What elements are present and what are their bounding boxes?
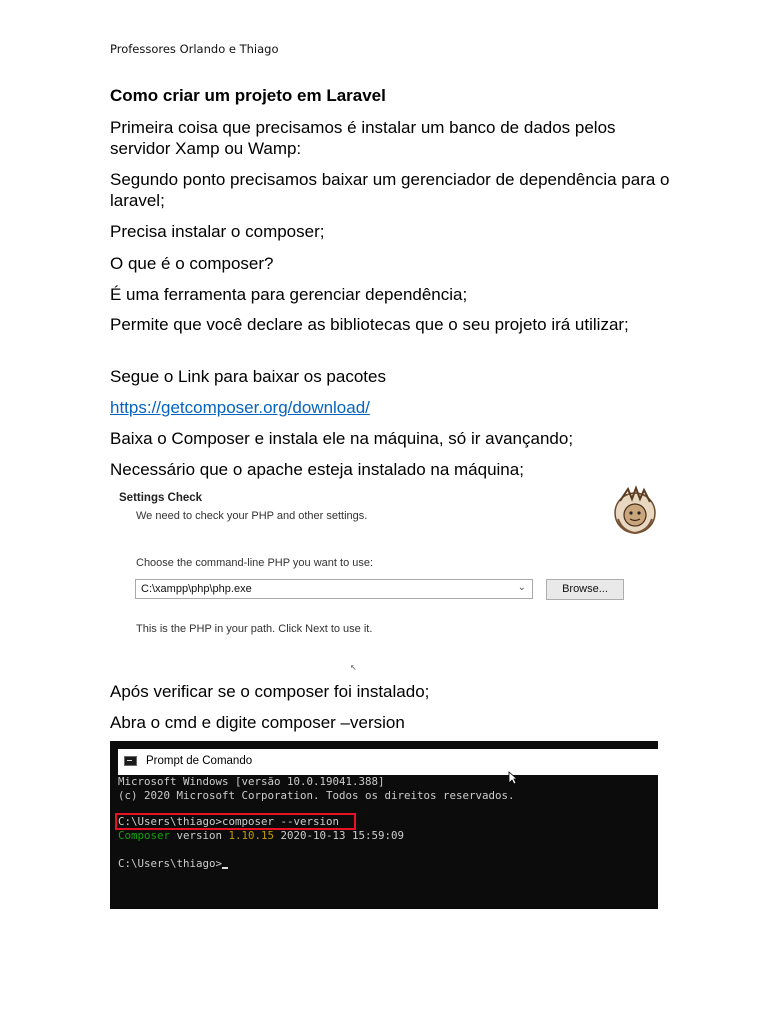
paragraph-9: Necessário que o apache esteja instalado na máquina; xyxy=(110,460,524,479)
settings-check-title: Settings Check xyxy=(119,492,203,504)
php-path-value: C:\xampp\php\php.exe xyxy=(141,583,252,595)
mouse-cursor-icon: ↖ xyxy=(350,663,357,672)
text-cursor-icon xyxy=(222,867,228,869)
chevron-down-icon: ⌄ xyxy=(517,582,526,593)
terminal-icon xyxy=(124,756,137,766)
cmd-output xyxy=(118,775,658,909)
paragraph-6: Permite que você declare as bibliotecas que o seu projeto irá utilizar; xyxy=(110,315,629,334)
command-prompt-screenshot xyxy=(110,741,658,909)
cmd-window-title: Prompt de Comando xyxy=(146,755,253,767)
paragraph-2: Segundo ponto precisamos baixar um gerenciador de dependência para o laravel; xyxy=(110,170,670,210)
document-title: Como criar um projeto em Laravel xyxy=(110,86,386,105)
paragraph-1: Primeira coisa que precisamos é instalar um banco de dados pelos servidor Xamp ou Wamp: xyxy=(110,118,616,158)
paragraph-11: Abra o cmd e digite composer –version xyxy=(110,713,405,732)
composer-logo-icon xyxy=(610,485,660,537)
cmd-line-command: C:\Users\thiago>composer --version xyxy=(118,815,340,828)
browse-button[interactable]: Browse... xyxy=(546,579,624,600)
cmd-line-prompt[interactable] xyxy=(118,857,228,871)
paragraph-7: Segue o Link para baixar os pacotes xyxy=(110,367,386,386)
php-path-select[interactable] xyxy=(135,579,533,599)
page-header: Professores Orlando e Thiago xyxy=(110,42,279,56)
php-choose-label: Choose the command-line PHP you want to use: xyxy=(136,557,374,569)
paragraph-10: Após verificar se o composer foi instalado; xyxy=(110,682,430,701)
cmd-line-copyright: (c) 2020 Microsoft Corporation. Todos os direitos reservados. xyxy=(118,789,515,802)
version-number: 1.10.15 xyxy=(228,829,275,842)
paragraph-4: O que é o composer? xyxy=(110,254,274,273)
php-path-note: This is the PHP in your path. Click Next to use it. xyxy=(136,623,373,635)
paragraph-3: Precisa instalar o composer; xyxy=(110,222,325,241)
cmd-line-windows-version: Microsoft Windows [versão 10.0.19041.388] xyxy=(118,775,385,788)
composer-word: Composer xyxy=(118,829,171,842)
version-date: 2020-10-13 15:59:09 xyxy=(274,829,405,842)
paragraph-5: É uma ferramenta para gerenciar dependência; xyxy=(110,285,468,304)
cmd-titlebar xyxy=(118,749,658,775)
settings-check-screenshot xyxy=(110,485,658,675)
cmd-line-composer-version xyxy=(118,829,404,843)
prompt-text: C:\Users\thiago> xyxy=(118,857,223,870)
paragraph-8: Baixa o Composer e instala ele na máquina, só ir avançando; xyxy=(110,429,574,448)
settings-check-subtitle: We need to check your PHP and other settings. xyxy=(136,510,368,522)
version-label: version xyxy=(170,829,229,842)
composer-download-link[interactable]: https://getcomposer.org/download/ xyxy=(110,398,370,417)
mouse-pointer-icon xyxy=(508,771,518,785)
